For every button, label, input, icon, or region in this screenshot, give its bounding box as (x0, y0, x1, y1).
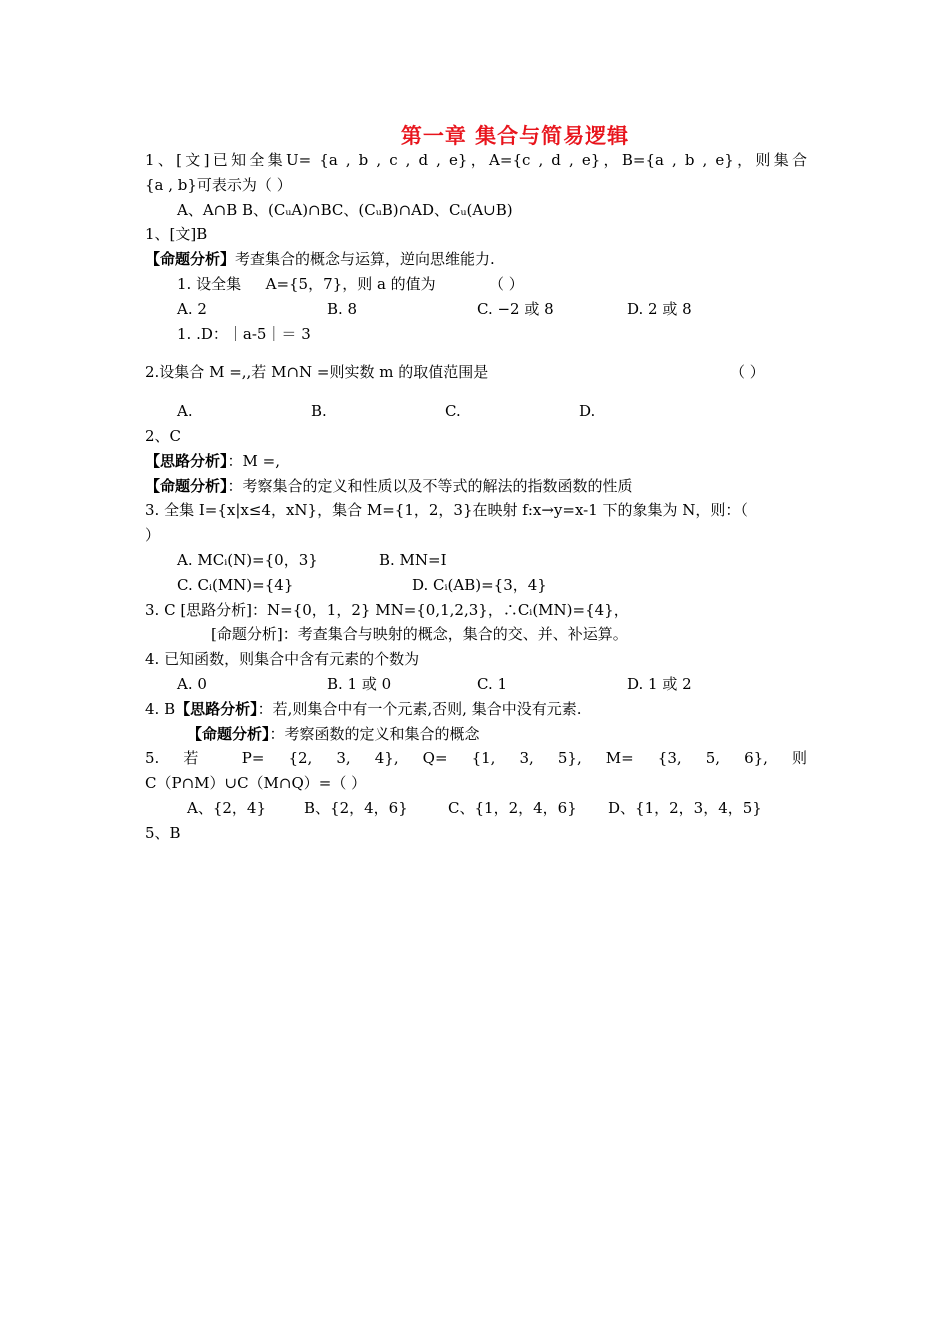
analysis-4 (145, 722, 807, 747)
option-d: D. (579, 402, 596, 421)
question-4-options (145, 672, 807, 697)
question-5-options (145, 796, 807, 821)
question-5: 5. 若 P= {2, 3, 4}, Q= {1, 3, 5}, M= {3, 5, 6}, 则 (145, 749, 807, 768)
question-1x-paren: （ ） (489, 274, 524, 293)
analysis-text: ：考察函数的定义和集合的概念 (269, 724, 480, 743)
question-3-options-1 (145, 548, 807, 573)
option-b: B. MN=I (379, 550, 447, 569)
question-3-cont: ） (145, 526, 161, 545)
analysis-1 (145, 247, 807, 272)
option-c: C. (445, 402, 461, 421)
option-a: A、{2，4} (187, 798, 267, 817)
option-c: C、{1，2，4，6} (448, 798, 577, 817)
question-2-text: 2.设集合 M =,,若 M∩N =则实数 m 的取值范围是 (145, 363, 489, 382)
answer-1: 1、[文]B (145, 225, 208, 244)
answer-1x: 1. .D：｜a-5｜＝ 3 (177, 324, 311, 343)
analysis-2a (145, 449, 807, 474)
option-b: B. 1 或 0 (327, 674, 392, 693)
analysis-tag: 【命题分析】 (187, 724, 270, 743)
analysis-text: 考查集合的概念与运算，逆向思维能力. (235, 250, 495, 269)
analysis-2b (145, 474, 807, 499)
analysis-tag: 【思路分析】 (175, 699, 258, 718)
option-c: C. 1 (477, 674, 508, 693)
option-a: A. 2 (177, 299, 207, 318)
question-1x-text: 1. 设全集 A={5，7}，则 a 的值为 (177, 274, 436, 293)
analysis-text: ：若,则集合中有一个元素,否则, 集合中没有元素. (257, 699, 582, 718)
answer-5: 5、B (145, 823, 181, 842)
option-a: A. 0 (177, 674, 207, 693)
question-4: 4. 已知函数，则集合中含有元素的个数为 (145, 650, 420, 669)
answer-4-label: 4. B (145, 699, 176, 718)
question-1-cont: {a , b}可表示为（ ） (145, 175, 292, 194)
option-a: A. MCᵢ(N)={0，3} (177, 550, 318, 569)
question-5-cont: C（P∩M）∪C（M∩Q）=（ ） (145, 774, 367, 793)
question-2-paren: （ ） (730, 363, 765, 382)
question-1x (145, 272, 807, 297)
option-d: D. 1 或 2 (627, 674, 692, 693)
option-b: B、{2，4，6} (304, 798, 408, 817)
answer-2: 2、C (145, 426, 182, 445)
question-2-options (145, 399, 807, 424)
document-content (145, 148, 807, 846)
analysis-3: [命题分析]：考查集合与映射的概念，集合的交、并、补运算。 (211, 625, 628, 644)
option-d: D. Cᵢ(AB)={3，4} (412, 575, 547, 594)
option-d: D、{1，2，3，4，5} (608, 798, 762, 817)
question-1x-options (145, 297, 807, 322)
answer-4 (145, 697, 807, 722)
analysis-tag: 【思路分析】 (145, 451, 228, 470)
answer-3: 3. C [思路分析]：N={0，1，2} MN={0,1,2,3}，∴Cᵢ(MN)={4}， (145, 600, 629, 619)
option-b: B. (311, 402, 327, 421)
question-3: 3. 全集 I={x|x≤4，xN}，集合 M={1，2，3}在映射 f:x→y=x-1 下的象集为 N，则：（ (145, 501, 748, 520)
option-c: C. −2 或 8 (477, 299, 554, 318)
analysis-tag: 【命题分析】 (145, 476, 228, 495)
question-2 (145, 360, 807, 385)
analysis-text: ：考察集合的定义和性质以及不等式的解法的指数函数的性质 (227, 476, 633, 495)
question-1: 1、[文]已知全集U= {a , b , c , d , e}，A={c , d , e}，B={a , b , e}，则集合 (145, 151, 807, 169)
option-c: C. Cᵢ(MN)={4} (177, 575, 294, 594)
option-d: D. 2 或 8 (627, 299, 692, 318)
question-3-options-2 (145, 573, 807, 598)
analysis-tag: 【命题分析】 (145, 250, 236, 269)
option-b: B. 8 (327, 299, 358, 318)
option-a: A. (177, 402, 193, 421)
analysis-text: ：M =, (227, 451, 280, 470)
chapter-title: 第一章 集合与简易逻辑 (400, 124, 630, 148)
question-1-options: A、A∩B B、(CᵤA)∩BC、(CᵤB)∩AD、Cᵤ(A∪B) (177, 200, 513, 219)
